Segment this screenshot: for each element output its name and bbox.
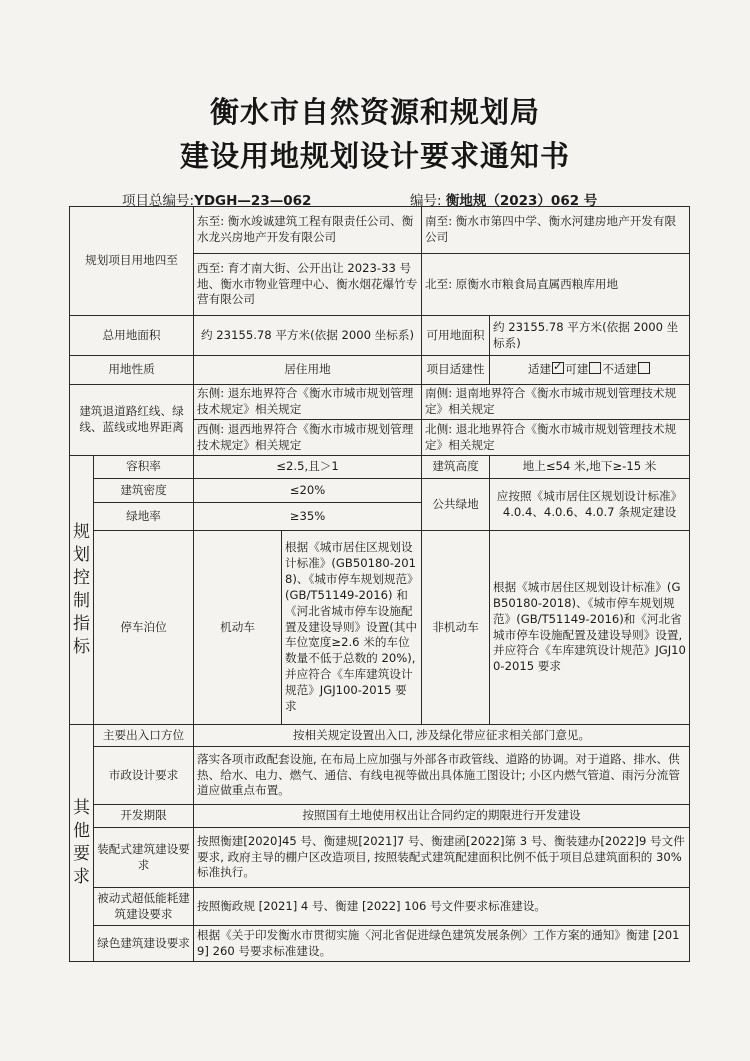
- municipal-label: 市政设计要求: [94, 747, 194, 805]
- table-row: [70, 531, 690, 725]
- table-row: [70, 385, 690, 420]
- far-value: ≤2.5,且＞1: [194, 456, 422, 479]
- green-building-value: 根据《关于印发衡水市贯彻实施〈河北省促进绿色建筑发展条例〉工作方案的通知》衡建 [2019] 260 号要求标准建设。: [194, 926, 690, 962]
- period-value: 按照国有土地使用权出让合同约定的期限进行开发建设: [194, 805, 690, 828]
- density-label: 建筑密度: [94, 479, 194, 503]
- boundary-west: 西至: 育才南大街、公开出让 2023-33 号地、衡水市物业管理中心、衡水烟花爆竹专营有限公司: [194, 254, 422, 316]
- density-value: ≤20%: [194, 479, 422, 503]
- motor-vehicle-value: 根据《城市居住区规划设计标准》(GB50180-2018)、《城市停车规划规范》(GB/T51149-2016) 和《河北省城市停车设施配置及建设导则》设置(其中车位宽度≥2.6 米的车位数量不低于总数的 20%),并应符合《车库建筑设计规范》JGJ100-2015 要求: [282, 531, 422, 725]
- setback-east: 东侧: 退东地界符合《衡水市城市规划管理技术规定》相关规定: [194, 385, 422, 420]
- public-green-label: 公共绿地: [422, 479, 490, 531]
- boundary-south: 南至: 衡水市第四中学、衡水河建房地产开发有限公司: [422, 207, 690, 254]
- setback-south: 南侧: 退南地界符合《衡水市城市规划管理技术规定》相关规定: [422, 385, 690, 420]
- option-unsuitable-label: 不适建: [602, 362, 638, 376]
- land-use-label: 用地性质: [70, 356, 194, 385]
- far-label: 容积率: [94, 456, 194, 479]
- setback-west: 西侧: 退西地界符合《衡水市城市规划管理技术规定》相关规定: [194, 420, 422, 456]
- issuer-title: 衡水市自然资源和规划局: [209, 95, 540, 129]
- table-row: [70, 725, 690, 747]
- table-row: [70, 356, 690, 385]
- setback-label: 建筑退道路红线、绿线、蓝线或地界距离: [70, 385, 194, 456]
- empty-box-icon: [589, 362, 601, 374]
- green-building-label: 绿色建筑建设要求: [94, 926, 194, 962]
- passive-value: 按照衡政规 [2021] 4 号、衡建 [2022] 106 号文件要求标准建设。: [194, 888, 690, 926]
- parking-label: 停车泊位: [94, 531, 194, 725]
- project-number-label: 项目总编号:: [122, 193, 195, 209]
- document-number-label: 编号:: [410, 193, 442, 209]
- usable-area-label: 可用地面积: [422, 316, 490, 356]
- usable-area-value: 约 23155.78 平方米(依据 2000 坐标系): [490, 316, 690, 356]
- table-row: [70, 888, 690, 926]
- other-group-label: 其 他 要 求: [70, 725, 94, 962]
- boundary-east: 东至: 衡水竣诚建筑工程有限责任公司、衡水龙兴房地产开发有限公司: [194, 207, 422, 254]
- table-row: [70, 828, 690, 888]
- empty-box-icon: [638, 362, 650, 374]
- public-green-value: 应按照《城市居住区规划设计标准》4.0.4、4.0.6、4.0.7 条规定建设: [490, 479, 690, 531]
- option-suitable-label: 适建: [527, 362, 552, 376]
- setback-north: 北侧: 退北地界符合《衡水市城市规划管理技术规定》相关规定: [422, 420, 690, 456]
- boundary-north: 北至: 原衡水市粮食局直属西粮库用地: [422, 254, 690, 316]
- passive-label: 被动式超低能耗建筑建设要求: [94, 888, 194, 926]
- suitability-label: 项目适建性: [422, 356, 490, 385]
- control-group-label: 规 划 控 制 指 标: [70, 456, 94, 725]
- total-area-value: 约 23155.78 平方米(依据 2000 坐标系): [194, 316, 422, 356]
- table-row: [70, 316, 690, 356]
- green-ratio-label: 绿地率: [94, 503, 194, 531]
- table-row: [70, 805, 690, 828]
- period-label: 开发期限: [94, 805, 194, 828]
- suitability-options: [490, 356, 690, 385]
- table-row: [70, 207, 690, 254]
- boundary-label: 规划项目用地四至: [70, 207, 194, 316]
- prefab-value: 按照衡建[2020]45 号、衡建规[2021]7 号、衡建函[2022]第 3 号、衡装建办[2022]9 号文件要求, 政府主导的棚户区改造项目, 按照装配式建筑配建面积比例不低于项目总建筑面积的 30%标准执行。: [194, 828, 690, 888]
- non-motor-vehicle-value: 根据《城市居住区规划设计标准》(GB50180-2018)、《城市停车规划规范》(GB/T51149-2016)和《河北省城市停车设施配置及建设导则》设置, 并应符合《车库建筑设计规范》JGJ100-2015 要求: [490, 531, 690, 725]
- green-ratio-value: ≥35%: [194, 503, 422, 531]
- height-label: 建筑高度: [422, 456, 490, 479]
- table-row: [70, 747, 690, 805]
- non-motor-vehicle-label: 非机动车: [422, 531, 490, 725]
- total-area-label: 总用地面积: [70, 316, 194, 356]
- municipal-value: 落实各项市政配套设施, 在布局上应加强与外部各市政管线、道路的协调。对于道路、排水、供热、给水、电力、燃气、通信、有线电视等做出具体施工图设计; 小区内燃气管道、雨污分流管道应做重点布置。: [194, 747, 690, 805]
- requirements-table: [69, 206, 690, 962]
- land-use-value: 居住用地: [194, 356, 422, 385]
- checked-box-icon: [552, 362, 564, 374]
- height-value: 地上≤54 米,地下≥-15 米: [490, 456, 690, 479]
- prefab-label: 装配式建筑建设要求: [94, 828, 194, 888]
- document-number-value: 衡地规（2023）062 号: [445, 193, 598, 209]
- table-row: [70, 456, 690, 479]
- motor-vehicle-label: 机动车: [194, 531, 282, 725]
- entrance-label: 主要出入口方位: [94, 725, 194, 747]
- project-number-value: YDGH—23—062: [194, 193, 312, 209]
- table-row: [70, 926, 690, 962]
- entrance-value: 按相关规定设置出入口, 涉及绿化带应征求相关部门意见。: [194, 725, 690, 747]
- option-buildable-label: 可建: [565, 362, 589, 376]
- table-row: [70, 479, 690, 503]
- document-title: 建设用地规划设计要求通知书: [179, 139, 570, 173]
